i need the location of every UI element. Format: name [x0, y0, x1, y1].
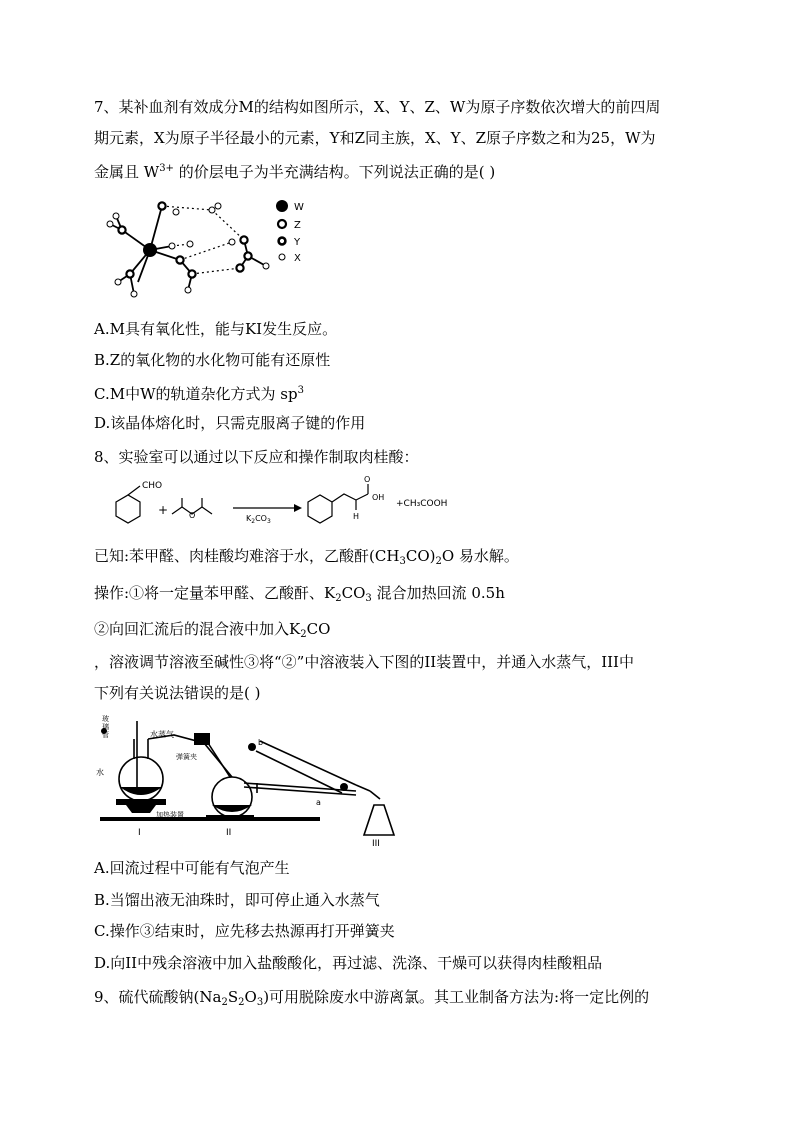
- q7-option-c-sup: 3: [297, 385, 304, 396]
- legend-x-label: X: [294, 253, 301, 264]
- apparatus-ii-label: II: [226, 828, 232, 838]
- plus-sign: +: [158, 503, 169, 517]
- condenser-b-label: b: [258, 738, 264, 747]
- q7-line-2: 期元素，X为原子半径最小的元素，Y和Z同主族，X、Y、Z原子序数之和为25，W为: [94, 129, 656, 147]
- legend-w-label: W: [294, 202, 304, 213]
- product-o-label: O: [364, 475, 371, 484]
- steam-label: 水蒸气: [150, 730, 174, 739]
- q8-intro: 8、实验室可以通过以下反应和操作制取肉桂酸：: [94, 448, 419, 466]
- molecule-legend: [276, 200, 304, 264]
- steam-distillation-apparatus: [94, 713, 404, 848]
- apparatus-i-label: I: [138, 828, 141, 838]
- product-oh-label: OH: [372, 493, 385, 502]
- q8-operation-2: ②向回汇流后的混合液中加入$K_2CO$: [94, 620, 331, 640]
- q8-option-c: C.操作③结束时，应先移去热源再打开弹簧夹: [94, 922, 395, 940]
- product-h-label: H: [353, 512, 360, 521]
- anhydride-o-label: O: [189, 511, 196, 520]
- condenser-a-label: a: [316, 798, 321, 807]
- q8-option-a: A.回流过程中可能有气泡产生: [94, 859, 290, 877]
- legend-z-label: Z: [294, 220, 301, 231]
- apparatus-iii-label: III: [372, 839, 380, 848]
- q7-line-3-b: 的价层电子为半充满结构。下列说法正确的是( ): [173, 163, 496, 181]
- byproduct-label: +CH₃COOH: [396, 499, 448, 509]
- q7-line-3-a: 金属且 W: [94, 163, 160, 181]
- q8-operation-3: ，溶液调节溶液至碱性③将“②”中溶液装入下图的II装置中，并通入水蒸气，III中: [94, 653, 634, 671]
- cho-label: CHO: [142, 481, 163, 491]
- glass-tube-label-1: 玻: [102, 715, 109, 723]
- q8-option-b: B.当馏出液无油珠时，即可停止通入水蒸气: [94, 891, 380, 909]
- spring-clamp-label: 弹簧夹: [176, 753, 197, 761]
- q8-operation-1: 操作:①将一定量苯甲醛、乙酸酐、$K_2CO_3$ 混合加热回流 0.5h: [94, 584, 505, 604]
- q7-option-a: A.M具有氧化性，能与KI发生反应。: [94, 320, 338, 338]
- q8-question: 下列有关说法错误的是( ): [94, 684, 261, 702]
- q7-line-3-sup: 3+: [159, 163, 174, 174]
- legend-y-label: Y: [294, 237, 301, 248]
- q8-option-d: D.向II中残余溶液中加入盐酸酸化，再过滤、洗涤、干燥可以获得肉桂酸粗品: [94, 954, 603, 972]
- glass-tube-label-3: 管: [102, 731, 109, 739]
- q7-option-c: [94, 381, 304, 404]
- reaction-scheme: [94, 472, 474, 532]
- q7-line-1: 7、某补血剂有效成分M的结构如图所示，X、Y、Z、W为原子序数依次增大的前四周: [94, 98, 661, 116]
- q7-option-b: B.Z的氧化物的水化物可能有还原性: [94, 351, 331, 369]
- q7-option-d: D.该晶体熔化时，只需克服离子键的作用: [94, 414, 366, 432]
- molecule-structure-figure: [94, 194, 324, 306]
- q8-known: 已知:苯甲醛、肉桂酸均难溶于水，乙酸酐$(CH_3CO)_2O$ 易水解。: [94, 547, 519, 567]
- heater-label: 加热装置: [156, 811, 184, 819]
- reagent-label: $K_2CO_3$: [246, 514, 271, 525]
- q7-option-c-text: C.M中W的轨道杂化方式为 sp: [94, 385, 298, 403]
- q7-line-3: [94, 159, 495, 182]
- q9-line-1: 9、硫代硫酸钠$(Na_2S_2O_3)$可用脱除废水中游离氯。其工业制备方法为:将一定比例的: [94, 988, 650, 1008]
- glass-tube-label-2: 璃: [102, 723, 109, 731]
- water-label: 水: [96, 768, 104, 777]
